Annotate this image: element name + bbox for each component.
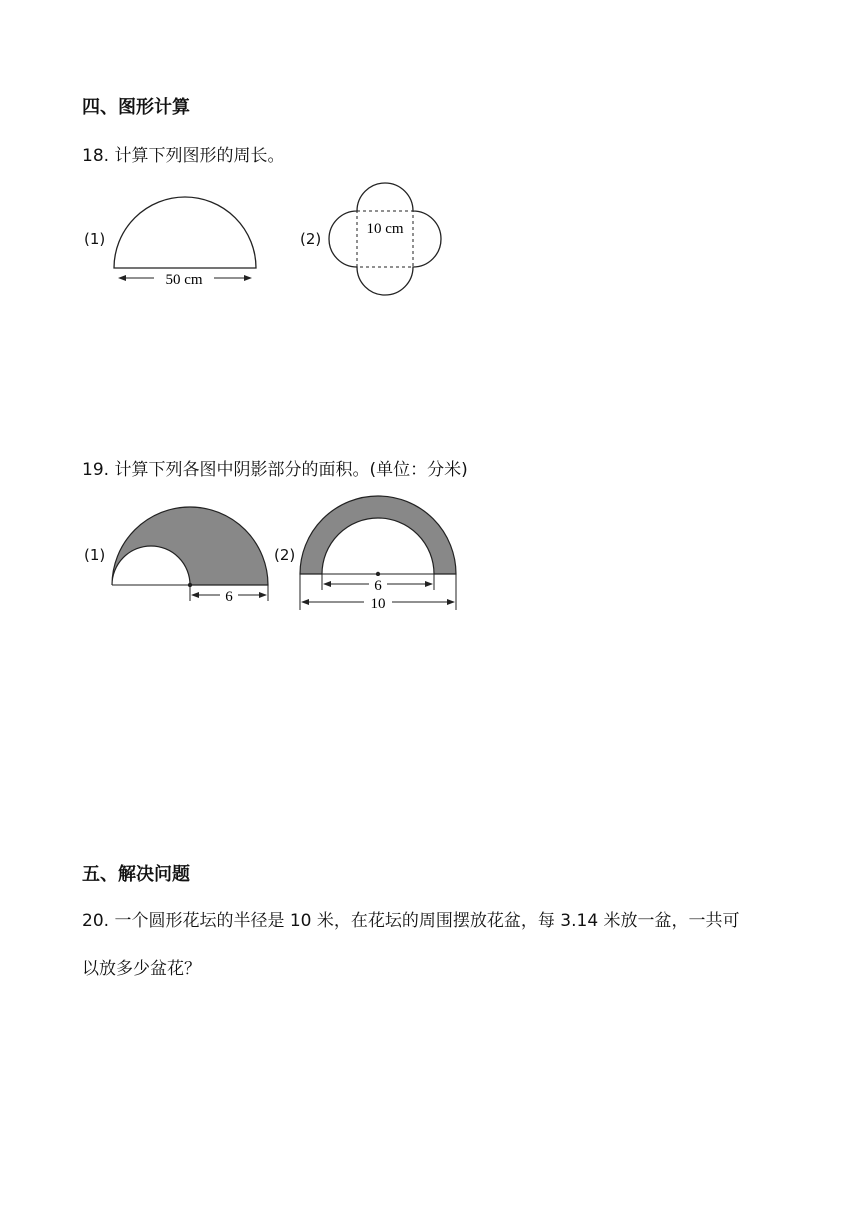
q19-figure2-inner-dimension: 6 <box>374 578 382 594</box>
q19-figure1-dimension: 6 <box>225 589 233 605</box>
q18-figure1-semicircle <box>104 188 264 288</box>
q19-figure1-label: (1) <box>84 546 106 564</box>
q18-figure2-label: (2) <box>300 230 322 248</box>
q19-figure2-label: (2) <box>274 546 296 564</box>
q18-figure2-quatrefoil <box>326 180 444 298</box>
q19-figure2-shaded-half-ring <box>294 488 464 612</box>
question-20-text-line2: 以放多少盆花？ <box>82 959 201 979</box>
q18-figure1-dimension: 50 cm <box>165 272 203 288</box>
q19-figure1-shaded-semicircle <box>106 495 276 607</box>
q19-figure2-outer-dimension: 10 <box>370 596 386 612</box>
question-18-text: 18. 计算下列图形的周长。 <box>82 146 285 166</box>
section-heading-problem-solving: 五、解决问题 <box>82 864 190 885</box>
q18-figure1-label: (1) <box>84 230 106 248</box>
q18-figure2-dimension: 10 cm <box>366 221 404 237</box>
question-20-text-line1: 20. 一个圆形花坛的半径是 10 米，在花坛的周围摆放花盆，每 3.14 米放一盆，一共可 <box>82 911 740 931</box>
section-heading-figure-calculation: 四、图形计算 <box>82 97 190 118</box>
question-19-text: 19. 计算下列各图中阴影部分的面积。(单位：分米) <box>82 460 468 480</box>
